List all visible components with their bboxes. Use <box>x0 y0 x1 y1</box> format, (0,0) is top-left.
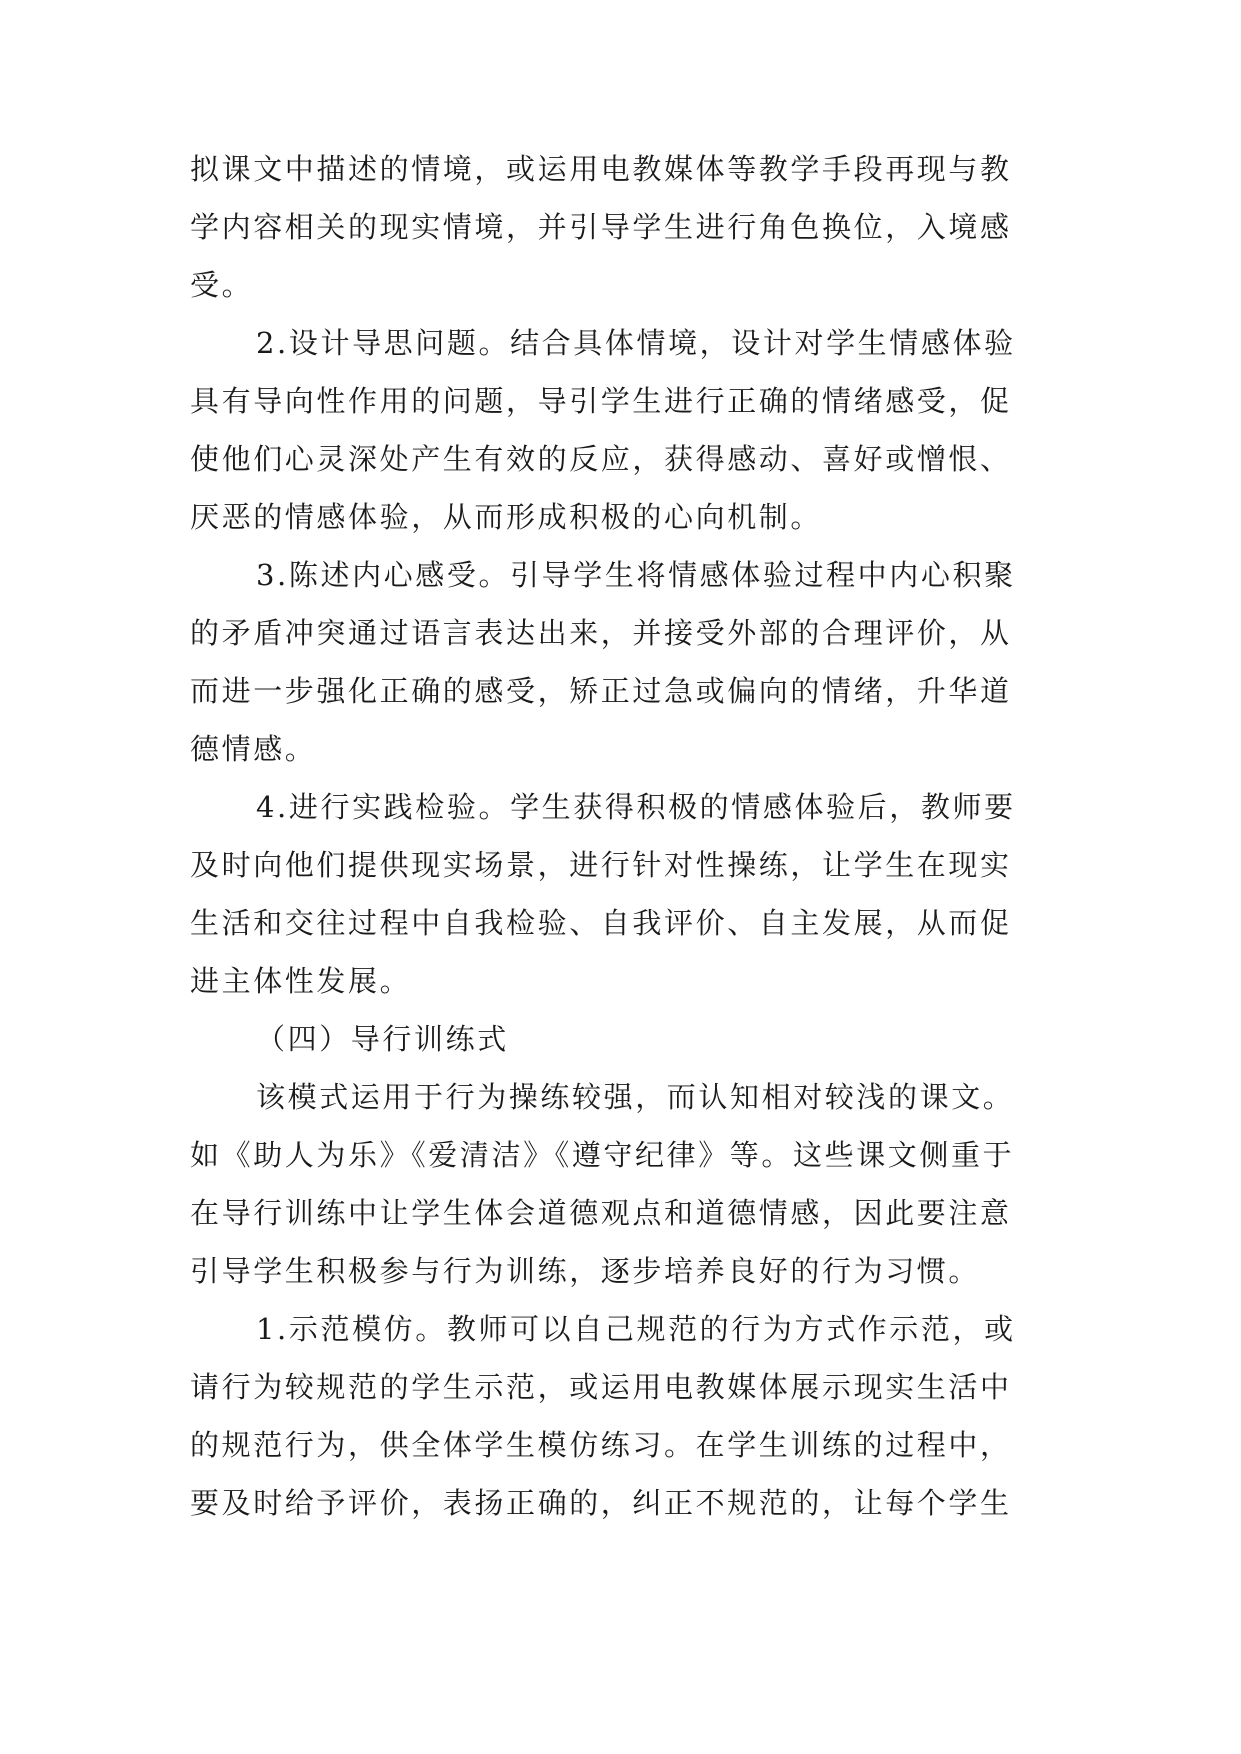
text-line-7: 厌恶的情感体验，从而形成积极的心向机制。 <box>190 500 823 534</box>
section-heading: （四）导行训练式 <box>256 1022 509 1056</box>
text-line-14: 生活和交往过程中自我检验、自我评价、自主发展，从而促 <box>190 906 1012 940</box>
paragraph-5-start: 1.示范模仿。教师可以自己规范的行为方式作示范，或 <box>256 1312 1016 1346</box>
text-line-2: 学内容相关的现实情境，并引导学生进行角色换位，入境感 <box>190 210 1012 244</box>
paragraph-4-start: 4.进行实践检验。学生获得积极的情感体验后，教师要 <box>256 790 1016 824</box>
text-line-18: 如《助人为乐》《爱清洁》《遵守纪律》等。这些课文侧重于 <box>190 1138 1015 1172</box>
text-line-23: 的规范行为，供全体学生模仿练习。在学生训练的过程中， <box>190 1428 1012 1462</box>
text-line-10: 而进一步强化正确的感受，矫正过急或偏向的情绪，升华道 <box>190 674 1012 708</box>
text-line-19: 在导行训练中让学生体会道德观点和道德情感，因此要注意 <box>190 1196 1012 1230</box>
text-line-11: 德情感。 <box>190 732 317 766</box>
text-line-13: 及时向他们提供现实场景，进行针对性操练，让学生在现实 <box>190 848 1012 882</box>
text-line-20: 引导学生积极参与行为训练，逐步培养良好的行为习惯。 <box>190 1254 981 1288</box>
text-line-5: 具有导向性作用的问题，导引学生进行正确的情绪感受，促 <box>190 384 1012 418</box>
paragraph-2-start: 2.设计导思问题。结合具体情境，设计对学生情感体验 <box>256 326 1016 360</box>
paragraph-3-start: 3.陈述内心感受。引导学生将情感体验过程中内心积聚 <box>256 558 1016 592</box>
text-line-6: 使他们心灵深处产生有效的反应，获得感动、喜好或憎恨、 <box>190 442 1012 476</box>
text-line-9: 的矛盾冲突通过语言表达出来，并接受外部的合理评价，从 <box>190 616 1012 650</box>
text-line-3: 受。 <box>190 268 254 302</box>
text-line-24: 要及时给予评价，表扬正确的，纠正不规范的，让每个学生 <box>190 1486 1012 1520</box>
text-line-22: 请行为较规范的学生示范，或运用电教媒体展示现实生活中 <box>190 1370 1012 1404</box>
text-line-1: 拟课文中描述的情境，或运用电教媒体等教学手段再现与教 <box>190 152 1012 186</box>
text-line-15: 进主体性发展。 <box>190 964 412 998</box>
paragraph-intro-start: 该模式运用于行为操练较强，而认知相对较浅的课文。 <box>256 1080 1015 1114</box>
